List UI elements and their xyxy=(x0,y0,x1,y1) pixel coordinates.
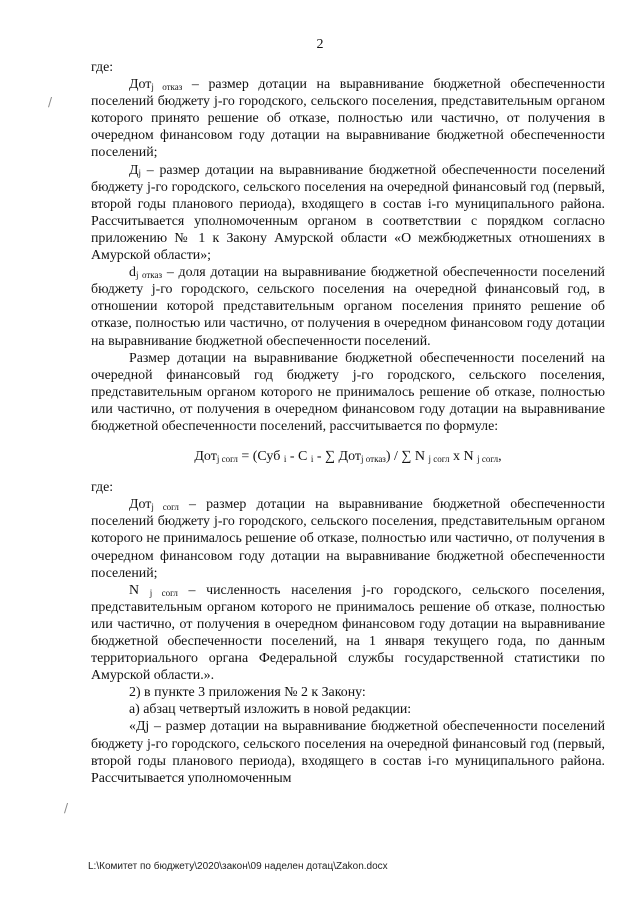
formula-subscript: j согл xyxy=(428,454,450,465)
definition-text: – размер дотации на выравнивание бюджетной обеспеченности поселений бюджету j-го городского, сельского поселения на очередной финансовый год (первый, второй годы планового периода), входящего в состав i-го муниципального района. Рассчитывается уполномоченным органом в соответствии с порядком согласно приложению № 1 к Закону Амурской области «О межбюджетных отношениях в Амурской области»; xyxy=(91,162,605,264)
definition-dj xyxy=(91,162,605,265)
margin-tick-mark: / xyxy=(48,95,53,109)
formula-subscript: i xyxy=(310,454,314,465)
page-number: 2 xyxy=(316,37,324,52)
formula-part: x N xyxy=(449,449,478,465)
term-subscript: j отказ xyxy=(151,82,183,93)
formula-lhs: Дот xyxy=(194,449,217,465)
definition-n-sogl xyxy=(91,582,605,685)
where-label: где: xyxy=(91,60,114,75)
definition-d-otkaz xyxy=(91,264,605,349)
term-subscript: j согл xyxy=(151,502,179,513)
where-label: где: xyxy=(91,480,114,496)
term-subscript: j отказ xyxy=(135,270,163,281)
footer-file-path: L:\Комитет по бюджету\2020\закон\09 наделен дотац\Zakon.docx xyxy=(88,861,388,872)
margin-tick-mark: / xyxy=(64,801,69,815)
term-name: N xyxy=(129,582,150,598)
formula xyxy=(91,448,605,465)
formula-subscript: j согл xyxy=(216,454,238,465)
formula-part: , xyxy=(498,449,502,465)
term-name: Дот xyxy=(129,497,152,513)
term-name: Д xyxy=(129,162,139,178)
term-name: d xyxy=(129,265,136,281)
list-item-a: а) абзац четвертый изложить в новой редакции: xyxy=(129,702,412,718)
formula-subscript: i xyxy=(283,454,287,465)
document-body xyxy=(91,59,605,787)
definition-text: – доля дотации на выравнивание бюджетной обеспеченности поселений бюджету j-го городского, сельского поселения на очередной финансовый год, в отношении которой представительным органом поселения принято решение об отказе, полностью или частично, от получения в очередном финансовом году дотации на выравнивание бюджетной обеспеченности поселений. xyxy=(91,265,605,349)
formula-part: ) / ∑ N xyxy=(385,449,429,465)
definition-dj-new: «Дj – размер дотации на выравнивание бюджетной обеспеченности поселений бюджету j-го городского, сельского поселения на очередной финансовый год (первый, второй годы планового периода), входящего в состав i-го муниципального района. Рассчитывается уполномоченным xyxy=(91,719,605,786)
formula-subscript: j отказ xyxy=(361,454,386,465)
formula-part: - С xyxy=(286,449,311,465)
list-item-2: 2) в пункте 3 приложения № 2 к Закону: xyxy=(129,685,366,701)
paragraph-calculation: Размер дотации на выравнивание бюджетной обеспеченности поселений на очередной финансовый год бюджету j-го городского, сельского поселения, представительным органом которого не принималось решение об отказе, полностью или частично, от получения в очередном финансовом году дотации на выравнивание бюджетной обеспеченности поселений, рассчитывается по формуле: xyxy=(91,350,605,434)
definition-text: – размер дотации на выравнивание бюджетной обеспеченности поселений бюджету j-го городского, сельского поселения, представительным органом которого принято решение об отказе, полностью или частично, от получения в очередном финансовом году дотации на выравнивание бюджетной обеспеченности поселений; xyxy=(91,77,605,161)
term-subscript: j xyxy=(138,167,141,178)
definition-dot-otkaz xyxy=(91,76,605,161)
formula-subscript: j согл xyxy=(477,454,499,465)
formula-part: = (Суб xyxy=(237,449,284,465)
term-subscript: j согл xyxy=(149,587,178,598)
definition-text: – численность населения j-го городского, сельского поселения, представительным органом которого не принималось решение об отказе, полностью или частично, от получения в очередном финансовом году дотации на выравнивание бюджетной обеспеченности поселений, на 1 января текущего года, по данным территориального органа Федеральной службы государственной статистики по Амурской области.». xyxy=(91,582,605,684)
term-name: Дот xyxy=(129,77,152,93)
definition-dot-sogl xyxy=(91,496,605,581)
definition-text: – размер дотации на выравнивание бюджетной обеспеченности поселений бюджету j-го городского, сельского поселения, представительным органом которого не принималось решение об отказе, полностью или частично, от получения в очередном финансовом году дотации на выравнивание бюджетной обеспеченности поселений; xyxy=(91,497,605,581)
formula-part: - ∑ Дот xyxy=(313,449,362,465)
